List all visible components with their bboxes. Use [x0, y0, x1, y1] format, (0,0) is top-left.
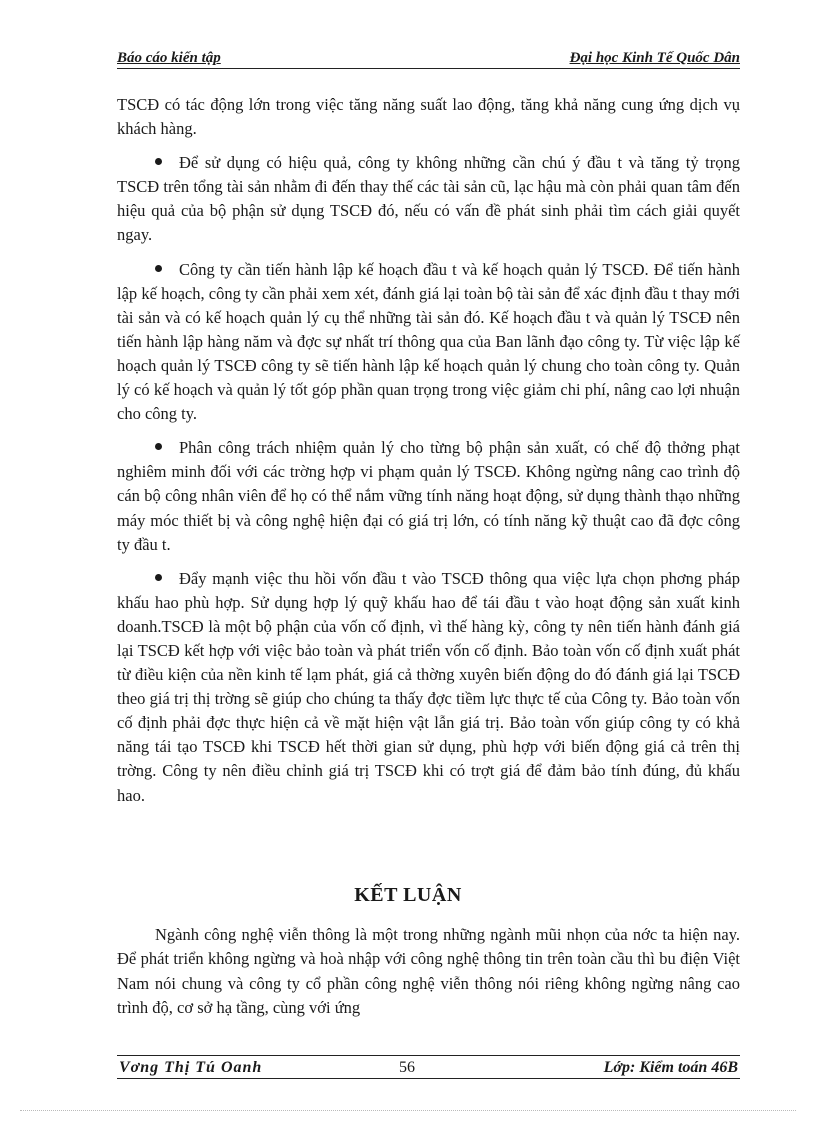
footer-page-number: 56 — [399, 1059, 415, 1076]
footer-class: Lớp: Kiểm toán 46B — [603, 1059, 738, 1076]
bullet-paragraph — [117, 436, 740, 556]
bullet-icon — [155, 574, 162, 581]
bullet-paragraph — [117, 567, 740, 808]
body-text — [117, 93, 740, 818]
paragraph-intro: TSCĐ có tác động lớn trong việc tăng năng suất lao động, tăng khả năng cung ứng dịch vụ khách hàng. — [117, 95, 740, 139]
header-report-title: Báo cáo kiến tập — [117, 50, 221, 66]
page-edge-divider — [20, 1110, 796, 1111]
bullet-paragraph — [117, 258, 740, 427]
bullet-paragraph — [117, 151, 740, 247]
bullet-icon — [155, 443, 162, 450]
page-footer — [117, 1055, 740, 1079]
bullet-text: Đẩy mạnh việc thu hồi vốn đầu t vào TSCĐ thông qua việc lựa chọn phơng pháp khấu hao phù hợp. Sử dụng hợp lý quỹ khấu hao để tái đầu t vào hoạt động sản xuất kinh doanh.TSCĐ là một bộ phận của vốn cố định, vì thế hàng kỳ, công ty nên tiến hành đánh giá lại TSCĐ kết hợp với việc bảo toàn và phát triển vốn cố định. Bảo toàn vốn cố định xuất phát từ điều kiện của nền kinh tế lạm phát, giá cả thờng xuyên biến động do đó đánh giá lại TSCĐ theo giá trị thị trờng sẽ giúp cho chúng ta thấy đợc tiềm lực thực tế của Công ty. Bảo toàn vốn cố định phải đợc thực hiện cả về mặt hiện vật lẫn giá trị. Bảo toàn vốn giúp công ty có khả năng tái tạo TSCĐ khi TSCĐ hết thời gian sử dụng, phù hợp với biến động giá cả trên thị trờng. Công ty nên điều chỉnh giá trị TSCĐ khi có trợt giá để đảm bảo tính đúng, đủ khấu hao. — [117, 568, 740, 805]
header-university: Đại học Kinh Tế Quốc Dân — [569, 50, 740, 66]
bullet-text: Phân công trách nhiệm quản lý cho từng bộ phận sản xuất, có chế độ thởng phạt nghiêm minh đối với các trờng hợp vi phạm quản lý TSCĐ. Không ngừng nâng cao trình độ cán bộ công nhân viên để họ có thể nắm vững tính năng hoạt động, sử dụng thành thạo những máy móc thiết bị và công nghệ hiện đại có giá trị lớn, có tính năng kỹ thuật cao đã đợc công ty đầu t. — [117, 438, 740, 554]
bullet-text: Để sử dụng có hiệu quả, công ty không những cần chú ý đầu t và tăng tỷ trọng TSCĐ trên tổng tài sản nhằm đi đến thay thế các tài sản cũ, lạc hậu mà còn phải quan tâm đến hiệu quả của bộ phận sử dụng TSCĐ đó, nếu có vấn đề phát sinh phải tìm cách giải quyết ngay. — [117, 153, 740, 245]
bullet-icon — [155, 265, 162, 272]
page-header — [117, 48, 740, 69]
bullet-icon — [155, 158, 162, 165]
bullet-text: Công ty cần tiến hành lập kế hoạch đầu t và kế hoạch quản lý TSCĐ. Để tiến hành lập kế hoạch, công ty cần phải xem xét, đánh giá lại toàn bộ tài sản để xác định đầu t thay mới tài sản và có kế hoạch quản lý cụ thể những tài sản đó. Kế hoạch đầu t và quản lý TSCĐ nên tiến hành lập hàng năm và đợc sự nhất trí thông qua của Ban lãnh đạo công ty. Từ việc lập kế hoạch quản lý TSCĐ công ty sẽ tiến hành lập kế hoạch quản lý chung cho toàn công ty. Quản lý có kế hoạch và quản lý tốt góp phần quan trọng trong việc giảm chi phí, nâng cao lợi nhuận cho công ty. — [117, 259, 740, 424]
conclusion-heading: KẾT LUẬN — [354, 884, 462, 906]
conclusion-paragraph: Ngành công nghệ viễn thông là một trong những ngành mũi nhọn của nớc ta hiện nay. Để phát triển không ngừng và hoà nhập với công nghệ thông tin trên toàn cầu thì bu điện Việt Nam nói chung và công ty cổ phần công nghệ viễn thông nói riêng không ngừng nâng cao trình độ, cơ sở hạ tầng, cùng với ứng — [117, 925, 740, 1017]
footer-author: Vơng Thị Tú Oanh — [119, 1059, 263, 1076]
